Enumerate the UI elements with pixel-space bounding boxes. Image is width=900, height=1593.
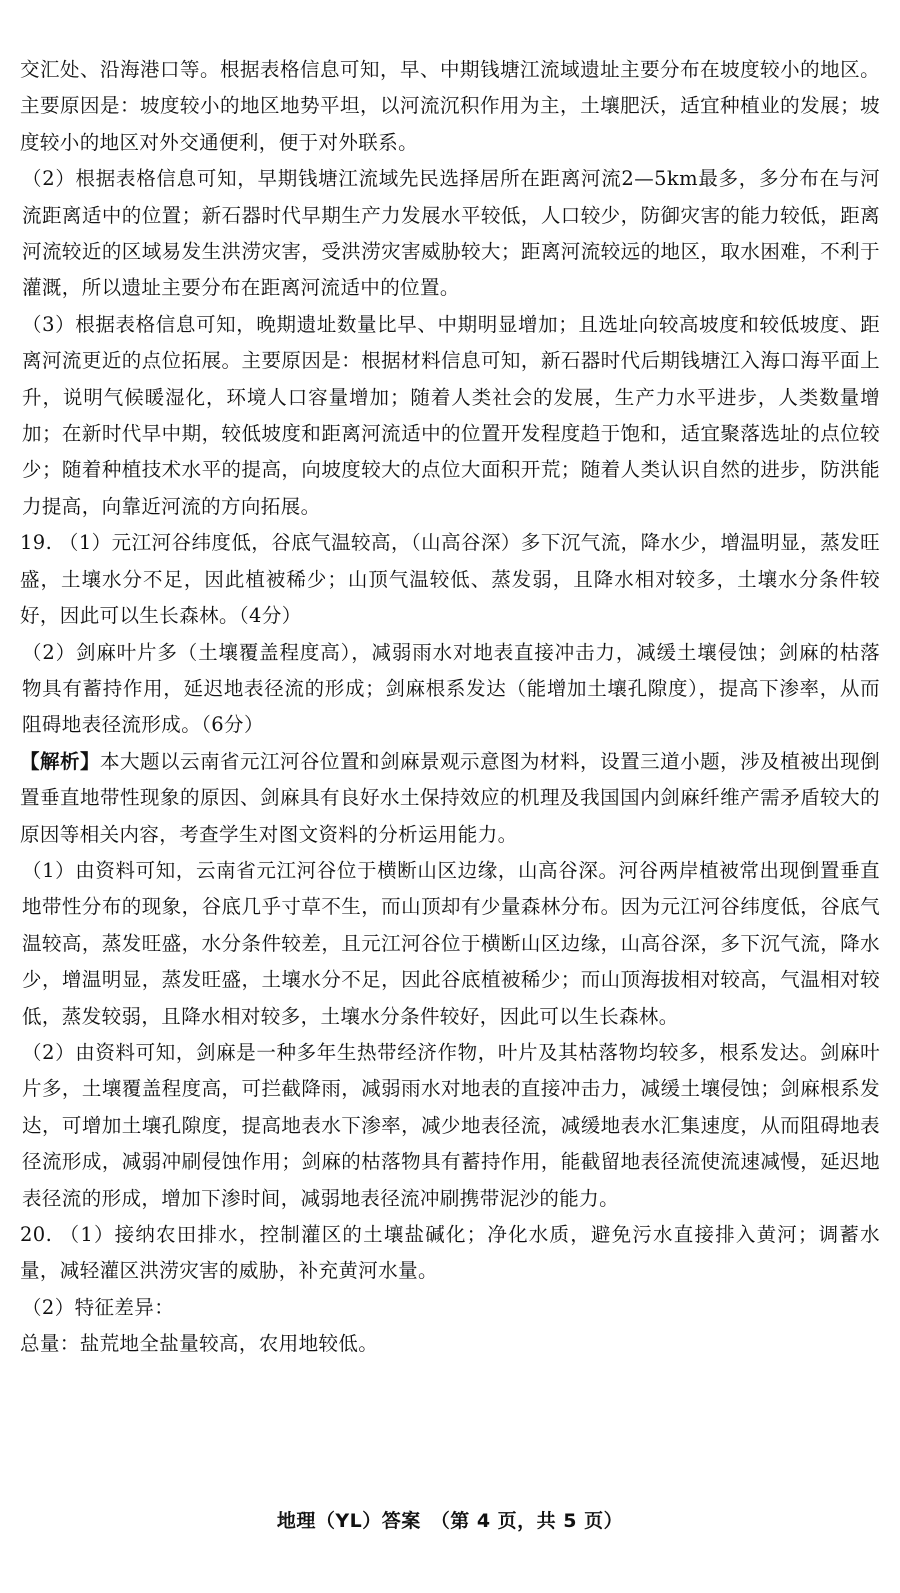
- paragraph-q20-part1: 20. （1）接纳农田排水，控制灌区的土壤盐碱化；净化水质，避免污水直接排入黄河；调蓄水量，减轻灌区洪涝灾害的威胁，补充黄河水量。: [20, 1223, 880, 1283]
- paragraph-q19-part1: 19. （1）元江河谷纬度低，谷底气温较高，（山高谷深）多下沉气流，降水少，增温明显，蒸发旺盛，土壤水分不足，因此植被稀少；山顶气温较低、蒸发弱，且降水相对较多，土壤水分条件较好，因此可以生长森林。（4分）: [20, 531, 880, 628]
- analysis-label: 【解析】: [20, 749, 101, 773]
- paragraph-analysis-part2: （2）由资料可知，剑麻是一种多年生热带经济作物，叶片及其枯落物均较多，根系发达。剑麻叶片多，土壤覆盖程度高，可拦截降雨，减弱雨水对地表的直接冲击力，减缓土壤侵蚀；剑麻根系发达，可增加土壤孔隙度，提高地表水下渗率，减少地表径流，减缓地表水汇集速度，从而阻碍地表径流形成，减弱冲刷侵蚀作用；剑麻的枯落物具有蓄持作用，能截留地表径流使流速减慢，延迟地表径流的形成，增加下渗时间，减弱地表径流冲刷携带泥沙的能力。: [22, 1040, 880, 1210]
- paragraph-analysis: [20, 744, 880, 853]
- paragraph-q18-part2: （2）根据表格信息可知，早期钱塘江流域先民选择居所在距离河流2—5km最多，多分布在与河流距离适中的位置；新石器时代早期生产力发展水平较低，人口较少，防御灾害的能力较低，距离河流较近的区域易发生洪涝灾害，受洪涝灾害威胁较大；距离河流较远的地区，取水困难，不利于灌溉，所以遗址主要分布在距离河流适中的位置。: [22, 167, 880, 300]
- paragraph-analysis-part1: （1）由资料可知，云南省元江河谷位于横断山区边缘，山高谷深。河谷两岸植被常出现倒置垂直地带性分布的现象，谷底几乎寸草不生，而山顶却有少量森林分布。因为元江河谷纬度低，谷底气温较高，蒸发旺盛，水分条件较差，且元江河谷位于横断山区边缘，山高谷深，多下沉气流，降水少，增温明显，蒸发旺盛，土壤水分不足，因此谷底植被稀少；而山顶海拔相对较高，气温相对较低，蒸发较弱，且降水相对较多，土壤水分条件较好，因此可以生长森林。: [22, 858, 880, 1028]
- paragraph-q18-part3: （3）根据表格信息可知，晚期遗址数量比早、中期明显增加；且选址向较高坡度和较低坡度、距离河流更近的点位拓展。主要原因是：根据材料信息可知，新石器时代后期钱塘江入海口海平面上升，说明气候暖湿化，环境人口容量增加；随着人类社会的发展，生产力水平进步，人类数量增加；在新时代早中期，较低坡度和距离河流适中的位置开发程度趋于饱和，适宜聚落选址的点位较少；随着种植技术水平的提高，向坡度较大的点位大面积开荒；随着人类认识自然的进步，防洪能力提高，向靠近河流的方向拓展。: [22, 312, 880, 518]
- page-footer: 地理（YL）答案 （第 4 页，共 5 页）: [276, 1510, 624, 1532]
- paragraph-intro: 交汇处、沿海港口等。根据表格信息可知，早、中期钱塘江流域遗址主要分布在坡度较小的地区。主要原因是：坡度较小的地区地势平坦，以河流沉积作用为主，土壤肥沃，适宜种植业的发展；坡度较小的地区对外交通便利，便于对外联系。: [20, 58, 880, 154]
- paragraph-q20-part2: （2）特征差异：: [22, 1295, 175, 1319]
- paragraph-q20-total: 总量：盐荒地全盐量较高，农用地较低。: [20, 1332, 379, 1356]
- analysis-text: 本大题以云南省元江河谷位置和剑麻景观示意图为材料，设置三道小题，涉及植被出现倒置垂直地带性现象的原因、剑麻具有良好水土保持效应的机理及我国国内剑麻纤维产需矛盾较大的原因等相关内容，考查学生对图文资料的分析运用能力。: [20, 749, 880, 846]
- paragraph-q19-part2: （2）剑麻叶片多（土壤覆盖程度高），减弱雨水对地表直接冲击力，减缓土壤侵蚀；剑麻的枯落物具有蓄持作用，延迟地表径流的形成；剑麻根系发达（能增加土壤孔隙度），提高下渗率，从而阻碍地表径流形成。（6分）: [22, 640, 880, 737]
- answer-content: [20, 52, 880, 1363]
